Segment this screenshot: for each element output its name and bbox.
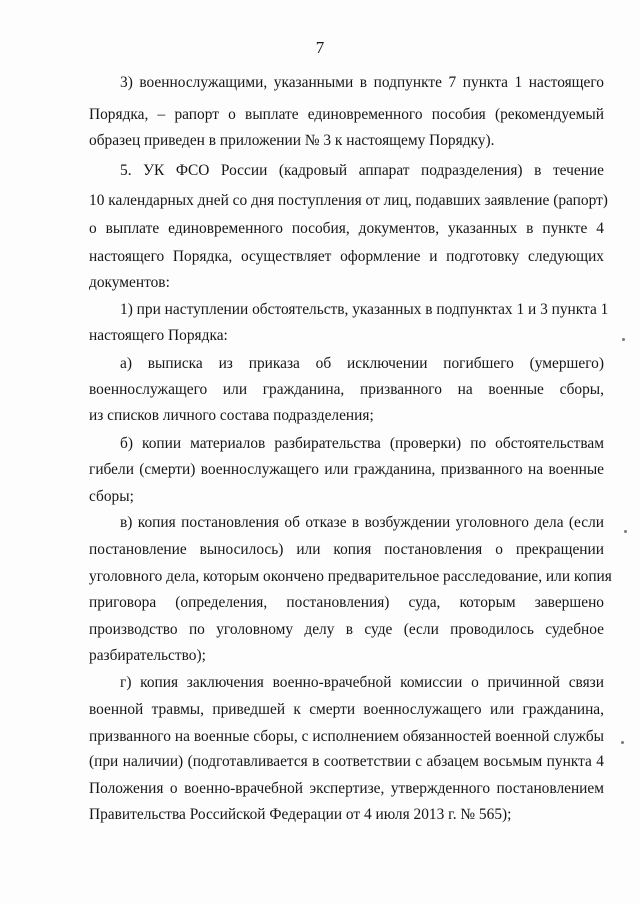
text-line: образец приведен в приложении № 3 к настоящему Порядку). <box>89 132 495 149</box>
text-line: настоящего Порядка, осуществляет оформление и подготовку следующих <box>89 248 604 265</box>
text-line: сборы; <box>89 488 134 505</box>
text-line: постановление выносилось) или копия постановления о прекращении <box>89 541 604 558</box>
text-line: 3) военнослужащими, указанными в подпункте 7 пункта 1 настоящего <box>120 74 604 91</box>
text-line: приговора (определения, постановления) суда, которым завершено <box>89 594 604 611</box>
text-line: Порядка, – рапорт о выплате единовременного пособия (рекомендуемый <box>89 106 604 123</box>
scan-speck <box>624 530 627 533</box>
scan-speck <box>622 338 625 341</box>
text-line: уголовного дела, которым окончено предварительное расследование, или копия <box>89 568 612 585</box>
text-line: разбирательство); <box>89 647 206 664</box>
text-line: Правительства Российской Федерации от 4 июля 2013 г. № 565); <box>89 806 512 823</box>
text-line: настоящего Порядка: <box>89 327 228 344</box>
text-line: производство по уголовному делу в суде (если проводилось судебное <box>89 621 604 638</box>
scan-speck <box>621 741 624 744</box>
text-line: (при наличии) (подготавливается в соответствии с абзацем восьмым пункта 4 <box>89 753 604 770</box>
text-line: 5. УК ФСО России (кадровый аппарат подразделения) в течение <box>120 162 604 179</box>
text-line: призванного на военные сборы, с исполнением обязанностей военной службы <box>89 728 604 745</box>
text-line: военнослужащего или гражданина, призванного на военные сборы, <box>89 381 604 398</box>
text-line: гибели (смерти) военнослужащего или гражданина, призванного на военные <box>89 461 604 478</box>
text-line: 1) при наступлении обстоятельств, указанных в подпунктах 1 и 3 пункта 1 <box>120 301 609 318</box>
text-line: 10 календарных дней со дня поступления от лиц, подавших заявление (рапорт) <box>89 192 608 209</box>
text-line: Положения о военно-врачебной экспертизе, утвержденного постановлением <box>89 780 604 797</box>
text-line: военной травмы, приведшей к смерти военнослужащего или гражданина, <box>89 701 604 718</box>
page-number: 7 <box>315 38 325 57</box>
text-line: из списков личного состава подразделения; <box>89 407 374 424</box>
text-line: о выплате единовременного пособия, документов, указанных в пункте 4 <box>89 220 604 237</box>
text-line: документов: <box>89 274 170 291</box>
text-line: в) копия постановления об отказе в возбуждении уголовного дела (если <box>120 514 604 531</box>
text-line: а) выписка из приказа об исключении погибшего (умершего) <box>120 355 604 372</box>
text-line: г) копия заключения военно-врачебной комиссии о причинной связи <box>120 674 604 691</box>
text-line: б) копии материалов разбирательства (проверки) по обстоятельствам <box>120 435 604 452</box>
